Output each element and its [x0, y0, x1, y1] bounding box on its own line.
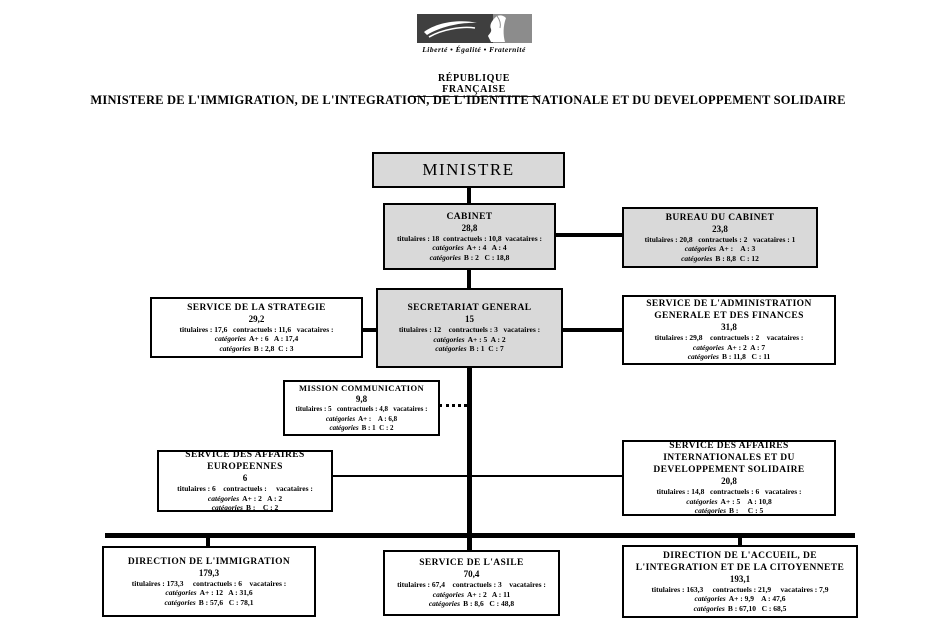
box-staff-line: titulaires : 6 contractuels : vacataires :: [177, 484, 313, 494]
categories-label: catégories: [432, 589, 464, 599]
marianne-flag-icon: [417, 14, 532, 43]
box-categories-line: [429, 599, 514, 609]
box-total: 6: [242, 473, 248, 484]
categories-label: catégories: [692, 342, 725, 352]
box-categories-line: [433, 335, 505, 345]
categories-values: A+ : 5 A : 10,8: [720, 496, 772, 506]
categories-values: A+ : 2 A : 2: [242, 493, 283, 503]
categories-values: A+ : 6 A : 17,4: [248, 334, 299, 344]
connector-cabinet-sg: [467, 270, 471, 289]
categories-values: B : 8,8 C : 12: [715, 253, 759, 263]
categories-label: catégories: [435, 344, 467, 354]
box-categories-line: [326, 415, 397, 425]
categories-label: catégories: [694, 594, 726, 604]
categories-label: catégories: [684, 244, 717, 254]
connector-spine: [467, 367, 472, 551]
logo-republic-name: RÉPUBLIQUE FRANÇAISE: [409, 73, 539, 97]
box-total: 193,1: [729, 573, 751, 584]
categories-values: A+ : A : 3: [719, 244, 756, 254]
box-categories-line: [165, 588, 252, 598]
org-box-cabinet: [383, 203, 556, 270]
org-box-ministre: [372, 152, 565, 188]
box-categories-line: [208, 494, 282, 504]
org-box-service-asile: [383, 550, 560, 616]
connector-sg-admin: [562, 328, 622, 332]
box-categories-line: [164, 598, 253, 608]
box-categories-line: [219, 344, 293, 354]
box-title: BUREAU DU CABINET: [665, 212, 775, 223]
categories-values: B : 1 C : 2: [361, 424, 394, 433]
box-categories-line: [694, 604, 787, 614]
box-title: SERVICE DES AFFAIRES EUROPEENNES: [185, 450, 305, 473]
org-box-service-strategie: [150, 297, 363, 358]
categories-label: catégories: [694, 506, 727, 516]
categories-values: B : C : 2: [245, 503, 279, 513]
connector-europeennes-intl: [332, 475, 622, 477]
categories-values: B : 1 C : 7: [469, 344, 504, 354]
box-total: 28,8: [461, 222, 478, 233]
box-total: 20,8: [721, 476, 737, 487]
box-categories-line: [695, 506, 763, 516]
box-categories-line: [693, 343, 765, 353]
logo-motto: Liberté • Égalité • Fraternité: [422, 45, 526, 54]
box-categories-line: [686, 497, 771, 507]
categories-values: A+ : A : 6,8: [358, 414, 398, 423]
connector-strategie-sg: [362, 328, 377, 332]
categories-values: B : 2 C : 18,8: [463, 252, 510, 262]
box-staff-line: titulaires : 17,6 contractuels : 11,6 vacataires :: [179, 324, 334, 334]
box-categories-line: [432, 243, 506, 253]
categories-values: B : 2,8 C : 3: [253, 343, 294, 353]
categories-values: A+ : 4 A : 4: [466, 243, 507, 253]
categories-label: catégories: [207, 493, 240, 503]
org-box-secretariat-general: [376, 288, 563, 368]
categories-label: catégories: [433, 334, 465, 344]
categories-label: catégories: [214, 334, 246, 344]
box-total: 15: [465, 314, 474, 325]
categories-values: B : 11,8 C : 11: [721, 352, 771, 362]
box-title: DIRECTION DE L'IMMIGRATION: [127, 556, 291, 567]
box-categories-line: [688, 352, 771, 362]
box-title: MISSION COMMUNICATION: [298, 383, 425, 394]
box-categories-line: [694, 594, 785, 604]
org-box-direction-immigration: [102, 546, 316, 617]
box-title: CABINET: [446, 211, 493, 222]
categories-label: catégories: [687, 352, 719, 362]
box-staff-line: titulaires : 18 contractuels : 10,8 vacataires :: [396, 233, 543, 243]
box-title: SERVICE DE L'ASILE: [419, 558, 524, 569]
box-categories-line: [685, 244, 755, 254]
org-box-service-affaires-europeennes: [157, 450, 333, 512]
box-title: DIRECTION DE L'ACCUEIL, DE L'INTEGRATION ET DE LA CITOYENNETE: [635, 550, 845, 573]
org-box-service-affaires-internationales: [622, 440, 836, 516]
box-title: SERVICE DE LA STRATEGIE: [187, 302, 326, 313]
ministry-title: MINISTERE DE L'IMMIGRATION, DE L'INTEGRATION, DE L'IDENTITE NATIONALE ET DU DEVELOPPEMENT SOLIDAIRE: [90, 93, 846, 107]
box-total: 23,8: [712, 223, 728, 234]
categories-label: catégories: [432, 243, 464, 253]
box-categories-line: [212, 503, 279, 513]
categories-values: B : 8,6 C : 48,8: [463, 599, 515, 609]
categories-values: A+ : 2 A : 11: [467, 589, 511, 599]
categories-label: catégories: [429, 252, 461, 262]
categories-label: catégories: [681, 253, 713, 263]
box-categories-line: [433, 590, 511, 600]
box-categories-line: [435, 344, 503, 354]
republique-francaise-logo: [409, 14, 539, 97]
connector-mission-spine-dotted: [439, 404, 467, 407]
categories-values: A+ : 12 A : 31,6: [199, 588, 253, 598]
categories-values: B : C : 5: [729, 506, 764, 516]
box-title: MINISTRE: [422, 160, 515, 179]
box-staff-line: titulaires : 67,4 contractuels : 3 vacataires :: [397, 580, 546, 590]
box-staff-line: titulaires : 12 contractuels : 3 vacataires :: [398, 325, 541, 335]
categories-values: A+ : 5 A : 2: [467, 334, 506, 344]
categories-values: B : 67,10 C : 68,5: [727, 603, 787, 613]
box-categories-line: [681, 254, 759, 264]
box-staff-line: titulaires : 14,8 contractuels : 6 vacataires :: [656, 487, 802, 497]
box-total: 70,4: [463, 569, 480, 580]
categories-label: catégories: [693, 603, 725, 613]
categories-values: A+ : 9,9 A : 47,6: [728, 594, 786, 604]
box-title: SERVICE DES AFFAIRES INTERNATIONALES ET DU DEVELOPPEMENT SOLIDAIRE: [653, 441, 805, 476]
categories-label: catégories: [329, 424, 359, 433]
categories-values: A+ : 2 A : 7: [727, 342, 766, 352]
org-box-direction-accueil-integration-citoyennete: [622, 545, 858, 618]
categories-values: B : 57,6 C : 78,1: [198, 597, 254, 607]
org-box-service-administration-finances: [622, 295, 836, 365]
box-staff-line: titulaires : 5 contractuels : 4,8 vacataires :: [295, 405, 428, 414]
box-staff-line: titulaires : 173,3 contractuels : 6 vacataires :: [131, 578, 287, 588]
categories-label: catégories: [325, 414, 356, 423]
categories-label: catégories: [428, 599, 461, 609]
connector-ministre-cabinet: [467, 188, 471, 204]
box-total: 9,8: [355, 394, 368, 405]
connector-cabinet-bureau: [556, 233, 622, 237]
categories-label: catégories: [165, 588, 197, 598]
categories-label: catégories: [219, 343, 251, 353]
categories-label: catégories: [686, 496, 718, 506]
box-categories-line: [215, 334, 299, 344]
org-box-mission-communication: [283, 380, 440, 436]
org-box-bureau-du-cabinet: [622, 207, 818, 268]
box-staff-line: titulaires : 163,3 contractuels : 21,9 vacataires : 7,9: [651, 584, 829, 594]
box-staff-line: titulaires : 29,8 contractuels : 2 vacataires :: [654, 333, 804, 343]
box-categories-line: [430, 253, 510, 263]
box-title: SERVICE DE L'ADMINISTRATION GENERALE ET DES FINANCES: [646, 299, 812, 322]
box-total: 29,2: [248, 313, 265, 324]
box-staff-line: titulaires : 20,8 contractuels : 2 vacataires : 1: [644, 234, 796, 244]
box-categories-line: [329, 424, 393, 434]
connector-bottom-bar: [105, 533, 855, 538]
box-total: 179,3: [198, 567, 220, 578]
categories-label: catégories: [164, 597, 196, 607]
box-title: SECRETARIAT GENERAL: [407, 303, 532, 314]
box-total: 31,8: [721, 322, 737, 333]
categories-label: catégories: [211, 503, 243, 513]
